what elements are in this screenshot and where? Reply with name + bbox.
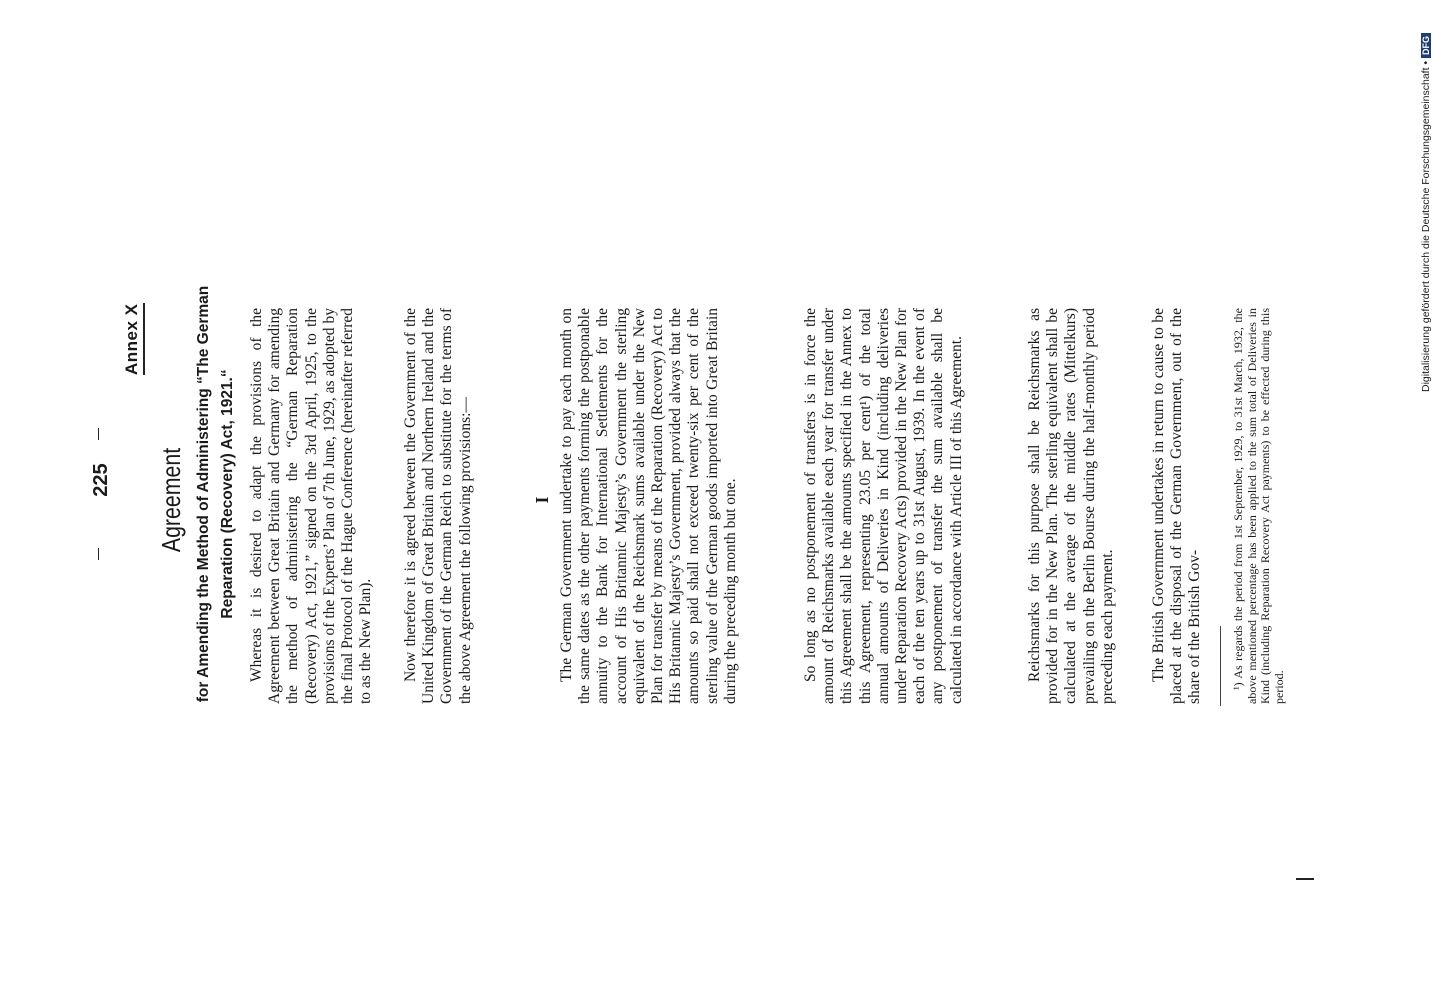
header-dash-right xyxy=(98,428,99,440)
margin-mark xyxy=(1296,878,1314,880)
page-number: 225 xyxy=(90,463,112,497)
digitization-stamp-text: Digitalisierung gefördert durch die Deutsche Forschungsgemeinschaft • xyxy=(1420,60,1432,392)
document-title: Agreement xyxy=(156,447,186,553)
header-dash-left xyxy=(98,548,99,560)
annex-label: Annex X xyxy=(122,303,145,375)
preamble-paragraph-1: Whereas it is desired to adapt the provisions of the Agreement between Great Britain and Germany for amending the method of administering the “German Reparation (Recovery) Act, 1921,” signed on the 3rd April, 1925, to the provisions of the Experts’ Plan of 7th June, 1929, as adopted by the final Protocol of the Hague Conference (hereinafter referred to as the New Plan). xyxy=(248,308,375,704)
document-subtitle: for Amending the Method of Administering “The German Reparation (Recovery) Act, 1921.“ xyxy=(195,285,236,703)
footnote-rule xyxy=(1220,626,1221,706)
section-paragraph-3: Reichsmarks for this purpose shall be Reichsmarks as provided for in the New Plan. The sterling equivalent shall be calculated at the average of the middle rates (Mittelkurs) prevailing on the Berlin Bourse during the half-monthly period preceding each payment. xyxy=(1026,308,1116,704)
preamble-paragraph-2: Now therefore it is agreed between the Government of the United Kingdom of Great Britain and Northern Ireland and the Government of the German Reich to substitute for the terms of the above Agreement the following provisions:— xyxy=(402,308,474,704)
dfg-logo: DFG xyxy=(1421,33,1431,58)
section-numeral: I xyxy=(532,496,552,504)
section-paragraph-4: The British Government undertakes in return to cause to be placed at the disposal of the German Government, out of the share of the British Gov- xyxy=(1150,308,1204,704)
footnote: ¹) As regards the period from 1st September, 1929, to 31st March, 1932, the above mentioned percentage has been applied to the sum total of Deliveries in Kind (including Reparation Recovery Act payments) to be effected during this period. xyxy=(1231,308,1286,704)
section-paragraph-2: So long as no postponement of transfers is in force the amount of Reichsmarks available each year for transfer under this Agreement shall be the amounts specified in the Annex to this Agreement, representing 23.05 per cent¹) of the total annual amounts of Deliveries in Kind (including deliveries under Reparation Recovery Acts) provided in the New Plan for each of the ten years up to 31st August, 1939. In the event of any postponement of transfer the sum available shall be calculated in accordance with Article III of this Agreement. xyxy=(802,308,965,704)
section-paragraph-1: The German Government undertake to pay each month on the same dates as the other payments forming the postponable annuity to the Bank for International Settlements for the account of His Britannic Majesty’s Government the sterling equivalent of the Reichsmark sums available under the New Plan for transfer by means of the Reparation (Recovery) Act to His Britannic Majesty’s Government, provided always that the amounts so paid shall not exceed twenty-six per cent of the sterling value of the German goods imported into Great Britain during the preceding month but one. xyxy=(558,308,739,704)
digitization-stamp xyxy=(1420,0,1432,392)
